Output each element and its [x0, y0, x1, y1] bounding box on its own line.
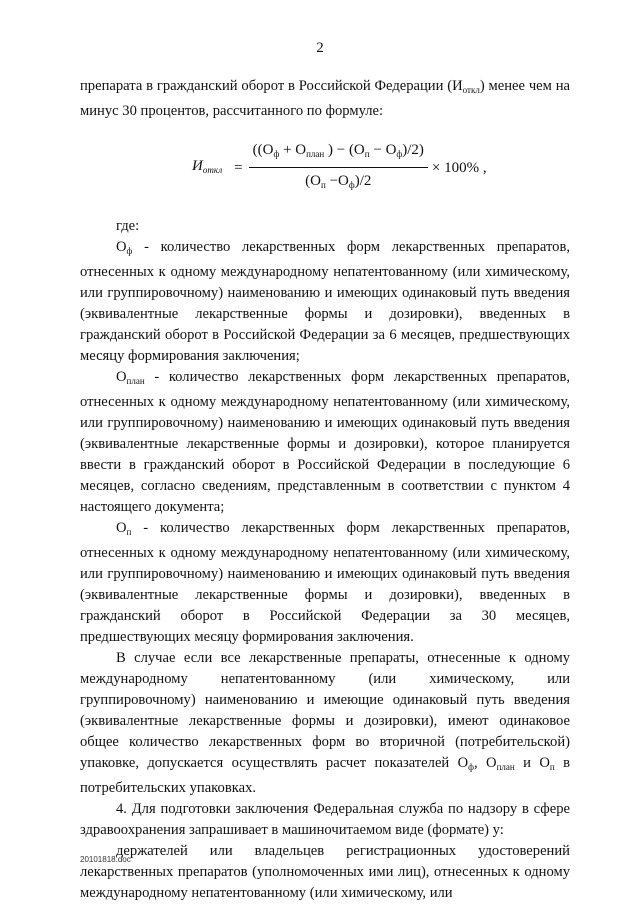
definition-oplan: $О_{план}$ - количество лекарственных форм лекарственных препаратов, отнесенных к одному международному непатентованному (или химическому, или группировочному) наименованию и имеющих одинаковый путь введения (эквивалентные лекарственные формы и дозировки), которое планируется ввести в гражданский оборот в Российской Федерации в последующие 6 месяцев, согласно сведениям, представленным в соответствии с пунктом 4 настоящего документа; — [80, 369, 570, 515]
formula-equals: = — [234, 159, 243, 176]
formula — [192, 134, 570, 202]
file-name-footer: 20101818.doc — [80, 855, 131, 864]
holders-paragraph: держателей или владельцев регистрационных удостоверений лекарственных препаратов (уполномоченных ими лиц), отнесенных к одному международному непатентованному (или химическому, или — [80, 843, 570, 901]
formula-multiplier: × 100% , — [431, 159, 487, 176]
case-paragraph: В случае если все лекарственные препараты, отнесенные к одному международному непатентованному (или химическому, или группировочному) наименованию и имеющие одинаковый путь введения (эквивалентные лекарственные формы и дозировки), имеют одинаковое общее количество лекарственных форм во вторичной (потребительской) упаковке, допускается осуществлять расчет показателей $О_ф$, $О_{план}$ и $О_п$ в потребительских упаковках. — [80, 650, 570, 796]
definition-op: $О_п$ - количество лекарственных форм лекарственных препаратов, отнесенных к одному международному непатентованному (или химическому, или группировочному) наименованию и имеющих одинаковый путь введения (эквивалентные лекарственные формы и дозировки), введенных в гражданский оборот в Российской Федерации за 30 месяцев, предшествующих месяцу формирования заключения. — [80, 520, 570, 645]
where-label: где: — [116, 218, 140, 234]
intro-paragraph: препарата в гражданский оборот в Российской Федерации $(И_{откл})$ менее чем на минус 30 процентов, рассчитанного по формуле: — [80, 78, 571, 119]
formula-fraction — [249, 140, 428, 196]
formula-lhs: $И_{откл}$ — [192, 157, 223, 175]
document-body — [80, 76, 570, 904]
definition-of: $О_ф$ - количество лекарственных форм лекарственных препаратов, отнесенных к одному международному непатентованному (или химическому, или группировочному) наименованию и имеющих одинаковый путь введения (эквивалентные лекарственные формы и дозировки), введенных в гражданский оборот в Российской Федерации за 6 месяцев, предшествующих месяцу формирования заключения; — [80, 239, 570, 364]
item-4-paragraph: 4. Для подготовки заключения Федеральная служба по надзору в сфере здравоохранения запрашивает в машиночитаемом виде (формате) у: — [80, 801, 570, 838]
formula-numerator: (($О_ф + О_{план}$ ) − $(О_п - О_ф)/2$) — [252, 142, 424, 159]
formula-denominator: $(О_п -О_ф)/2$ — [305, 173, 372, 190]
page-number: 2 — [316, 40, 324, 56]
